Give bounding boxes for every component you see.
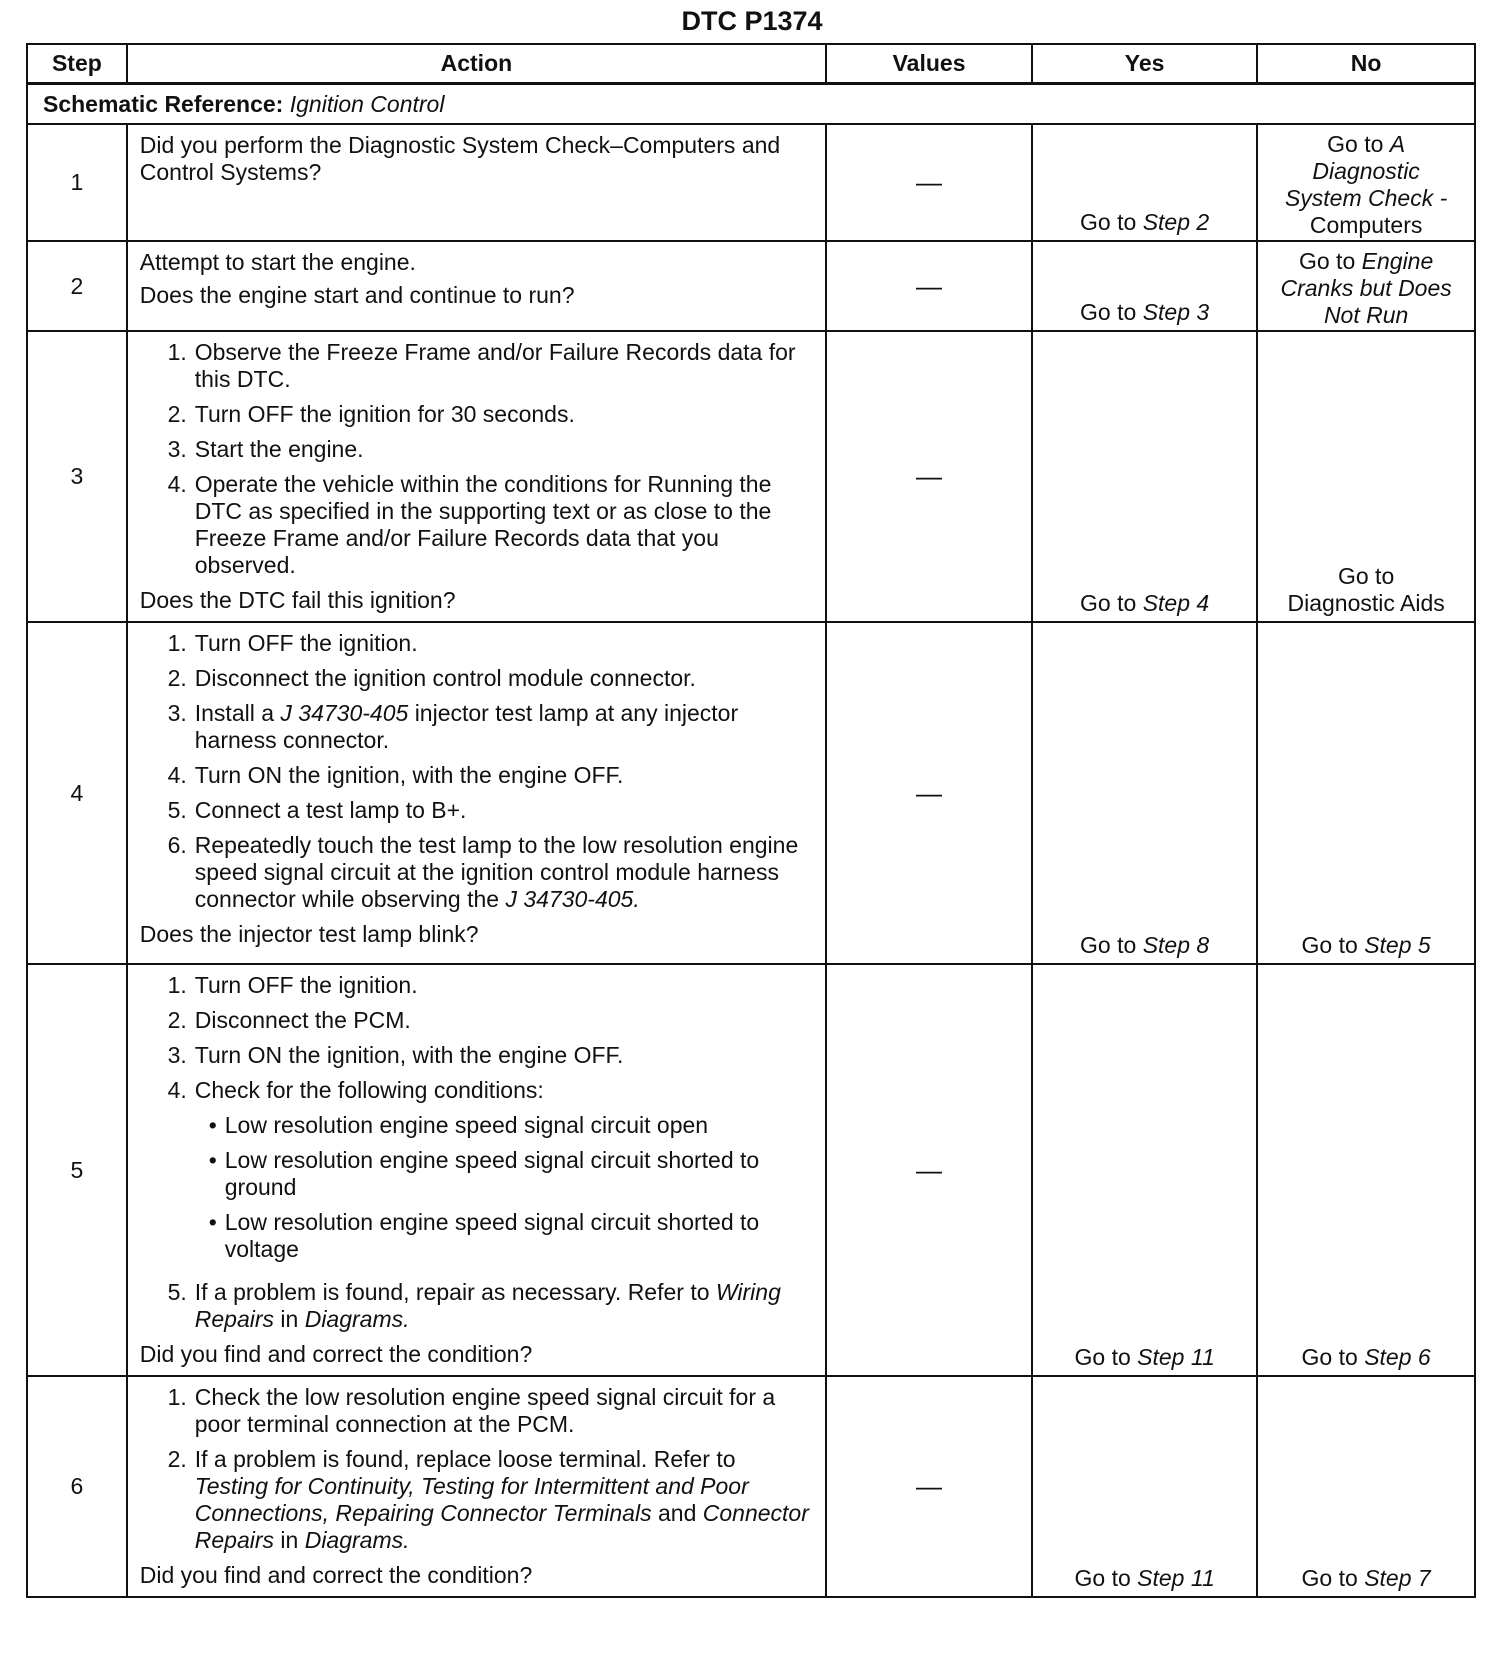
question-text: Does the DTC fail this ignition? [139,587,456,613]
go-to-text: Go to [1327,131,1384,157]
no-cell [1257,622,1475,964]
question-text: Does the engine start and continue to run? [139,282,575,308]
list-item: 4. Check for the following conditions: • Low resolution engine speed signal circuit open • Low resolution engine speed signal circuit shorted to ground • Low resolution engine speed signal circuit shorted to voltage [140,1077,811,1271]
go-to-text: Go to [1301,932,1358,958]
no-link-line[interactable]: Cranks but Does [1280,275,1452,301]
doc-reference[interactable]: Connector Repairs [194,1500,809,1553]
go-to-text: Go to [1074,1565,1131,1591]
list-item: 1. Turn OFF the ignition. [167,972,418,998]
go-to-text: Go to [1080,209,1137,235]
yes-cell [1032,1376,1257,1597]
list-item: 3. Start the engine. [167,436,364,462]
no-link[interactable]: Step 6 [1364,1344,1431,1370]
no-link[interactable]: Step 5 [1364,932,1431,958]
go-to-text: Go to [1301,1344,1358,1370]
question-text: Did you find and correct the condition? [139,1562,533,1588]
go-to-text: Go to [1080,932,1137,958]
step-number: 1 [27,124,127,241]
yes-cell [1032,622,1257,964]
step-number: 5 [27,964,127,1376]
list-item: 3. Install a J 34730-405 injector test lamp at any injector harness connector. [167,700,739,753]
doc-reference[interactable]: Wiring Repairs [194,1279,781,1332]
bullet-item: • Low resolution engine speed signal circuit shorted to voltage [208,1209,760,1262]
action-cell [127,964,826,1376]
table-row [27,1376,1475,1597]
schematic-value: Ignition Control [289,90,445,117]
yes-link[interactable]: Step 11 [1137,1565,1215,1591]
question-text: Does the injector test lamp blink? [139,921,479,947]
list-item: 2. Turn OFF the ignition for 30 seconds. [167,401,575,427]
list-item: 1. Check the low resolution engine speed signal circuit for a poor terminal connection at the PCM. [167,1384,776,1437]
bullet-item: • Low resolution engine speed signal circuit open [208,1112,709,1138]
procedure-list [140,972,811,1333]
header-values: Values [826,44,1032,84]
no-cell [1257,964,1475,1376]
yes-link[interactable]: Step 2 [1142,209,1210,235]
action-cell [127,241,826,331]
no-link[interactable]: Step 7 [1364,1565,1431,1591]
go-to-text: Go to [1301,1565,1358,1591]
table-row [27,331,1475,622]
tool-reference: J 34730-405. [505,886,640,912]
tool-reference: J 34730-405 [280,700,409,726]
no-cell [1257,241,1475,331]
header-action: Action [127,44,826,84]
doc-reference[interactable]: Diagrams. [304,1306,410,1332]
step-number: 4 [27,622,127,964]
no-link[interactable]: A [1389,131,1406,157]
schematic-label: Schematic Reference: [43,90,284,117]
yes-link[interactable]: Step 4 [1142,590,1210,616]
no-link-line[interactable]: System Check - [1284,185,1448,211]
table-row [27,964,1475,1376]
list-item: 1. Turn OFF the ignition. [167,630,418,656]
list-item: 1. Observe the Freeze Frame and/or Failure Records data for this DTC. [167,339,796,392]
question-text: Did you find and correct the condition? [139,1341,533,1367]
header-no: No [1257,44,1475,84]
list-item: 2. Disconnect the PCM. [167,1007,411,1033]
table-row [27,241,1475,331]
go-to-text: Go to [1080,299,1137,325]
list-item: 4. Turn ON the ignition, with the engine OFF. [167,762,624,788]
list-item: 2. Disconnect the ignition control module connector. [167,665,696,691]
step-number: 2 [27,241,127,331]
list-item: 4. Operate the vehicle within the conditions for Running the DTC as specified in the supporting text or as close to the Freeze Frame and/or Failure Records data that you observed. [167,471,772,578]
list-item: 6. Repeatedly touch the test lamp to the low resolution engine speed signal circuit at the ignition control module harness connector while observing the J 34730-405. [167,832,799,912]
no-link-line[interactable]: Not Run [1323,302,1409,328]
no-cell [1257,124,1475,241]
list-item: 5. Connect a test lamp to B+. [167,797,467,823]
go-to-text: Go to [1074,1344,1131,1370]
value-cell: — [826,964,1032,1376]
list-item: 2. If a problem is found, replace loose terminal. Refer to Testing for Continuity, Testing for Intermittent and Poor Connections, Repairing Connector Terminals and Connector Repairs in Diagrams. [167,1446,809,1553]
value-cell: — [826,331,1032,622]
no-link-line: Computers [1309,212,1423,238]
doc-reference[interactable]: Diagrams. [304,1527,410,1553]
list-item: 5. If a problem is found, repair as necessary. Refer to Wiring Repairs in Diagrams. [167,1279,781,1332]
no-link[interactable]: Diagnostic Aids [1287,590,1445,616]
yes-cell [1032,964,1257,1376]
header-yes: Yes [1032,44,1257,84]
yes-cell [1032,331,1257,622]
go-to-text: Go to [1080,590,1137,616]
schematic-row [27,84,1475,125]
value-cell: — [826,241,1032,331]
value-cell: — [826,1376,1032,1597]
yes-cell [1032,241,1257,331]
no-link-line[interactable]: Diagnostic [1312,158,1420,184]
table-row [27,622,1475,964]
no-link[interactable]: Engine [1361,248,1434,274]
action-line: Attempt to start the engine. [139,249,416,275]
procedure-list [140,1384,811,1554]
yes-link[interactable]: Step 11 [1137,1344,1215,1370]
action-cell [127,1376,826,1597]
step-number: 6 [27,1376,127,1597]
no-cell [1257,1376,1475,1597]
action-cell [127,331,826,622]
action-cell [127,622,826,964]
procedure-list [140,339,811,579]
no-go-to-text: Go to [1337,563,1395,589]
go-to-text: Go to [1298,248,1356,274]
yes-link[interactable]: Step 8 [1142,932,1210,958]
value-cell: — [826,124,1032,241]
header-step: Step [27,44,127,84]
bullet-item: • Low resolution engine speed signal circuit shorted to ground [208,1147,760,1200]
procedure-list [140,630,811,913]
action-cell [127,124,826,241]
yes-link[interactable]: Step 3 [1142,299,1210,325]
diagnostic-table [26,43,1476,1598]
doc-reference[interactable]: Testing for Continuity, Testing for Intermittent and Poor Connections, Repairing Connector Terminals [194,1473,749,1526]
yes-cell [1032,124,1257,241]
no-cell [1257,331,1475,622]
schematic-reference [27,84,1475,125]
value-cell: — [826,622,1032,964]
question-text: Did you perform the Diagnostic System Check–Computers and Control Systems? [139,132,781,185]
step-number: 3 [27,331,127,622]
page-title: DTC P1374 [681,6,823,36]
header-row [27,44,1475,84]
condition-list [195,1112,811,1263]
table-row [27,124,1475,241]
list-item: 3. Turn ON the ignition, with the engine OFF. [167,1042,624,1068]
